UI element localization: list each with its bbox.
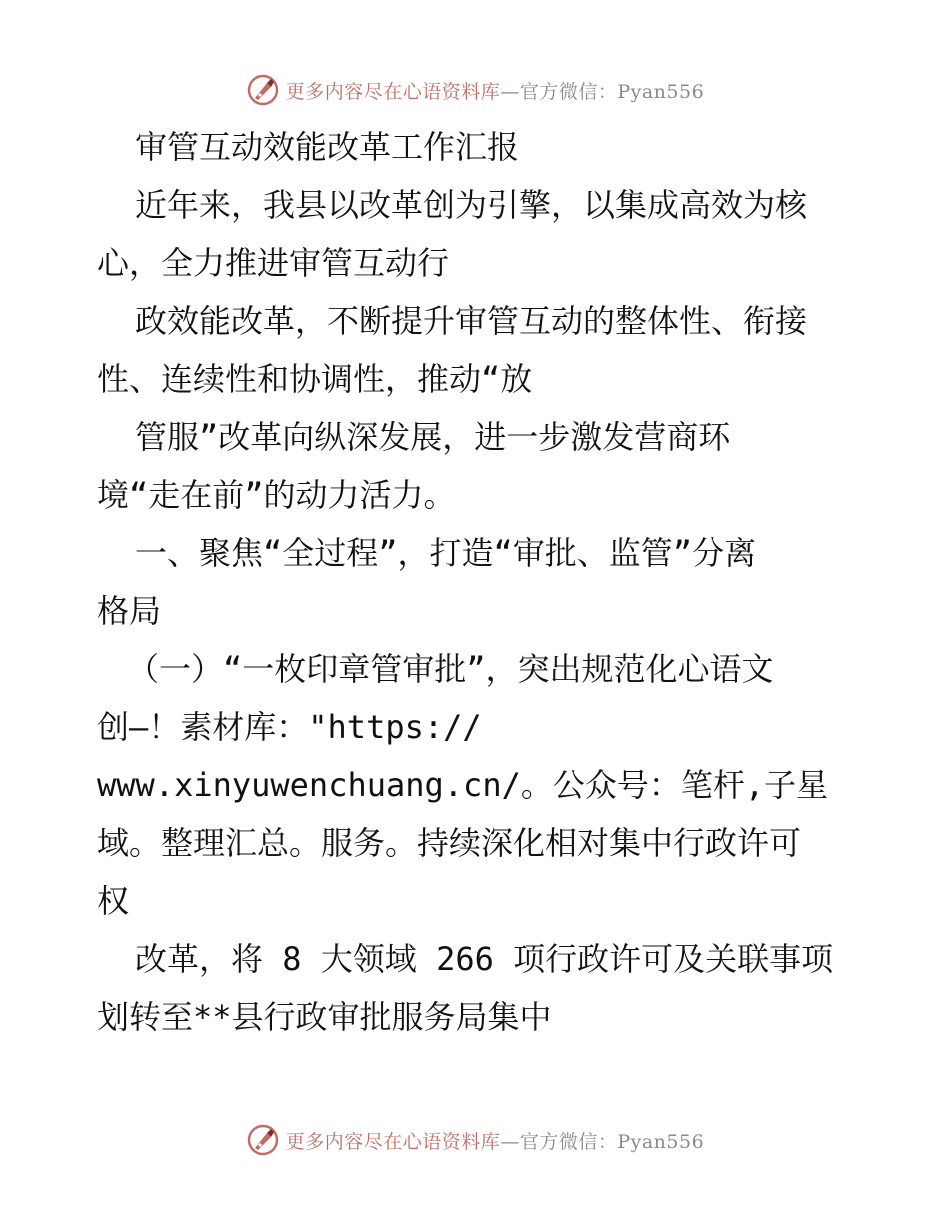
banner-text bbox=[286, 77, 704, 104]
document-body bbox=[97, 118, 857, 1046]
banner-text bbox=[286, 1127, 704, 1154]
section-heading: 一、聚焦“全过程”，打造“审批、监管”分离 bbox=[135, 534, 757, 572]
banner-label: 官方微信： bbox=[519, 1130, 618, 1153]
paragraph-line: 创—！素材库："https:// bbox=[97, 708, 482, 746]
paragraph-line: 管服”改革向纵深发展，进一步激发营商环 bbox=[135, 418, 731, 456]
banner-account: Pyan556 bbox=[617, 80, 705, 103]
paragraph-line: www.xinyuwenchuang.cn/。公众号：笔杆,子星 bbox=[97, 766, 829, 804]
paragraph-line: 政效能改革，不断提升审管互动的整体性、衔接 bbox=[135, 302, 808, 340]
paragraph-line: 心，全力推进审管互动行 bbox=[97, 244, 450, 282]
paragraph-line: 近年来，我县以改革创为引擎，以集成高效为核 bbox=[135, 186, 808, 224]
banner-account: Pyan556 bbox=[617, 1130, 705, 1153]
footer-banner bbox=[0, 1118, 950, 1162]
paragraph-line: 性、连续性和协调性，推动“放 bbox=[97, 360, 533, 398]
subsection-heading: （一）“一枚印章管审批”，突出规范化心语文 bbox=[127, 650, 774, 688]
banner-main-text: 更多内容尽在心语资料库 bbox=[285, 80, 501, 103]
banner-label: 官方微信： bbox=[519, 80, 618, 103]
document-title: 审管互动效能改革工作汇报 bbox=[135, 128, 520, 166]
paragraph-line: 境“走在前”的动力活力。 bbox=[97, 476, 456, 514]
banner-main-text: 更多内容尽在心语资料库 bbox=[285, 1130, 501, 1153]
pen-nib-logo-icon bbox=[246, 73, 280, 107]
banner-separator: — bbox=[500, 80, 520, 103]
paragraph-line: 权 bbox=[97, 882, 130, 920]
paragraph-line: 域。整理汇总。服务。持续深化相对集中行政许可 bbox=[97, 824, 802, 862]
header-banner bbox=[0, 68, 950, 112]
paragraph-line: 改革，将 8 大领域 266 项行政许可及关联事项 bbox=[135, 940, 834, 978]
pen-nib-logo-icon bbox=[246, 1123, 280, 1157]
paragraph-line: 划转至**县行政审批服务局集中 bbox=[97, 998, 552, 1036]
section-heading-cont: 格局 bbox=[97, 592, 162, 630]
banner-separator: — bbox=[500, 1130, 520, 1153]
